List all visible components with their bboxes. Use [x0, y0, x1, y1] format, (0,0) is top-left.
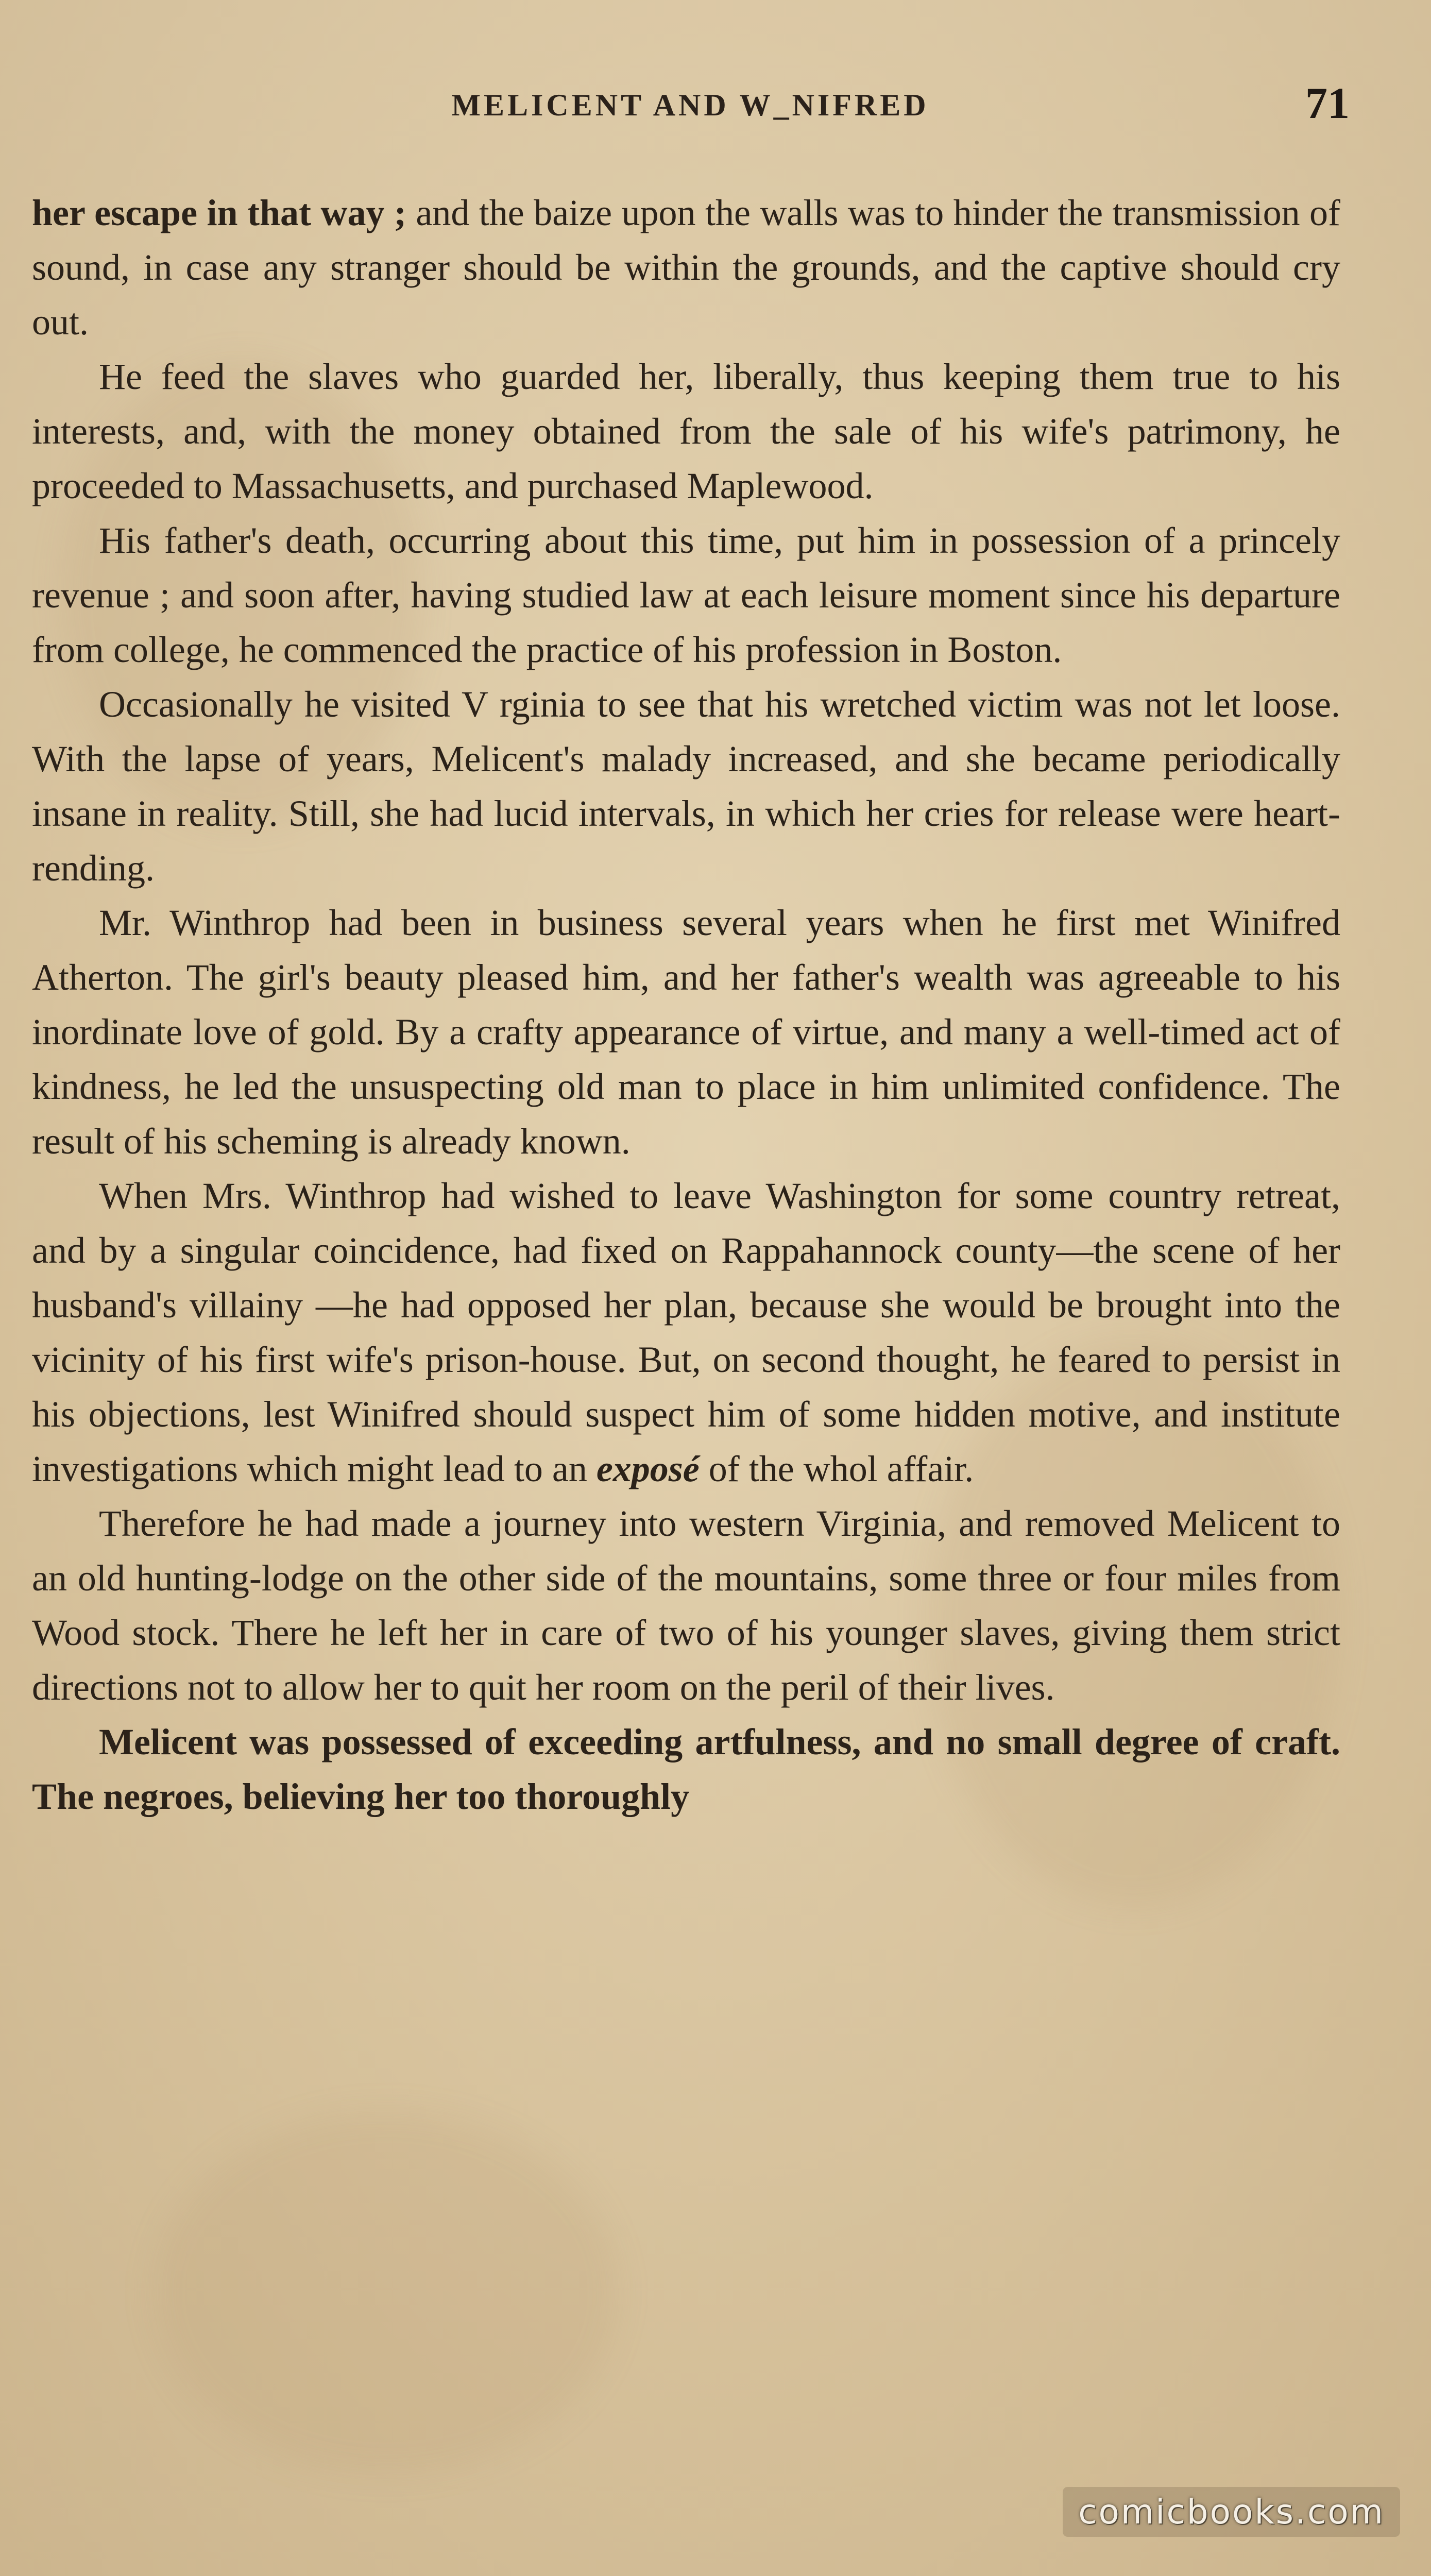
paragraph: Mr. Winthrop had been in business several years when he first met Winifred Atherton. The girl's beauty pleased him, and her father's wealth was agreeable to his inordinate love of gold. By a crafty appearance of virtue, and many a well-timed act of kindness, he led the unsuspecting old man to place in him unlimited confidence. The result of his scheming is already known. — [32, 902, 1340, 1162]
paragraph: Therefore he had made a journey into western Virginia, and removed Melicent to an old hunting-lodge on the other side of the mountains, some three or four miles from Wood stock. There he left her in care of two of his younger slaves, giving them strict directions not to allow her to quit her room on the peril of their lives. — [32, 1503, 1340, 1708]
page-header — [31, 77, 1350, 139]
paragraph: He feed the slaves who guarded her, liberally, thus keeping them true to his interests, and, with the money obtained from the sale of his wife's patrimony, he proceeded to Massachusetts, and purchased Maplewood. — [32, 356, 1340, 506]
paragraph: Melicent was possessed of exceeding artfulness, and no small degree of craft. The negroes, believing her too thoroughly — [32, 1721, 1340, 1817]
paragraph — [32, 185, 1340, 349]
paragraph: His father's death, occurring about this time, put him in possession of a princely revenue ; and soon after, having studied law at each leisure moment since his departure from college, he commenced the practice of his profession in Boston. — [32, 520, 1340, 670]
paragraph-text: and the baize upon the walls was to hinder the transmission of sound, in case any stranger should be within the grounds, and the captive should cry out. — [32, 192, 1340, 343]
paragraph-text: When Mrs. Winthrop had wished to leave Washington for some country retreat, and by a singular coincidence, had fixed on Rappahannock county—the scene of her husband's villainy —he had opposed her plan, because she would be brought into the vicinity of his first wife's prison-house. But, on second thought, he feared to persist in his objections, lest Winifred should suspect him of some hidden motive, and institute investigations which might lead to an — [32, 1175, 1340, 1489]
watermark: comicbooks.com — [1063, 2487, 1400, 2537]
paper-stain — [155, 2112, 618, 2473]
page-number: 71 — [1305, 78, 1350, 128]
paragraph: Occasionally he visited V rginia to see that his wretched victim was not let loose. With the lapse of years, Melicent's malady increased, and she became periodically insane in reality. Still, she had lucid intervals, in which her cries for release were heart-rending. — [32, 684, 1340, 889]
paragraph-lead: her escape in that way ; — [32, 192, 416, 233]
running-head: MELICENT AND W_NIFRED — [451, 88, 929, 122]
paragraph — [32, 1168, 1340, 1496]
body-text — [32, 185, 1340, 1824]
paragraph-text-after: of the whol affair. — [699, 1448, 974, 1489]
italic-word: exposé — [596, 1448, 700, 1489]
